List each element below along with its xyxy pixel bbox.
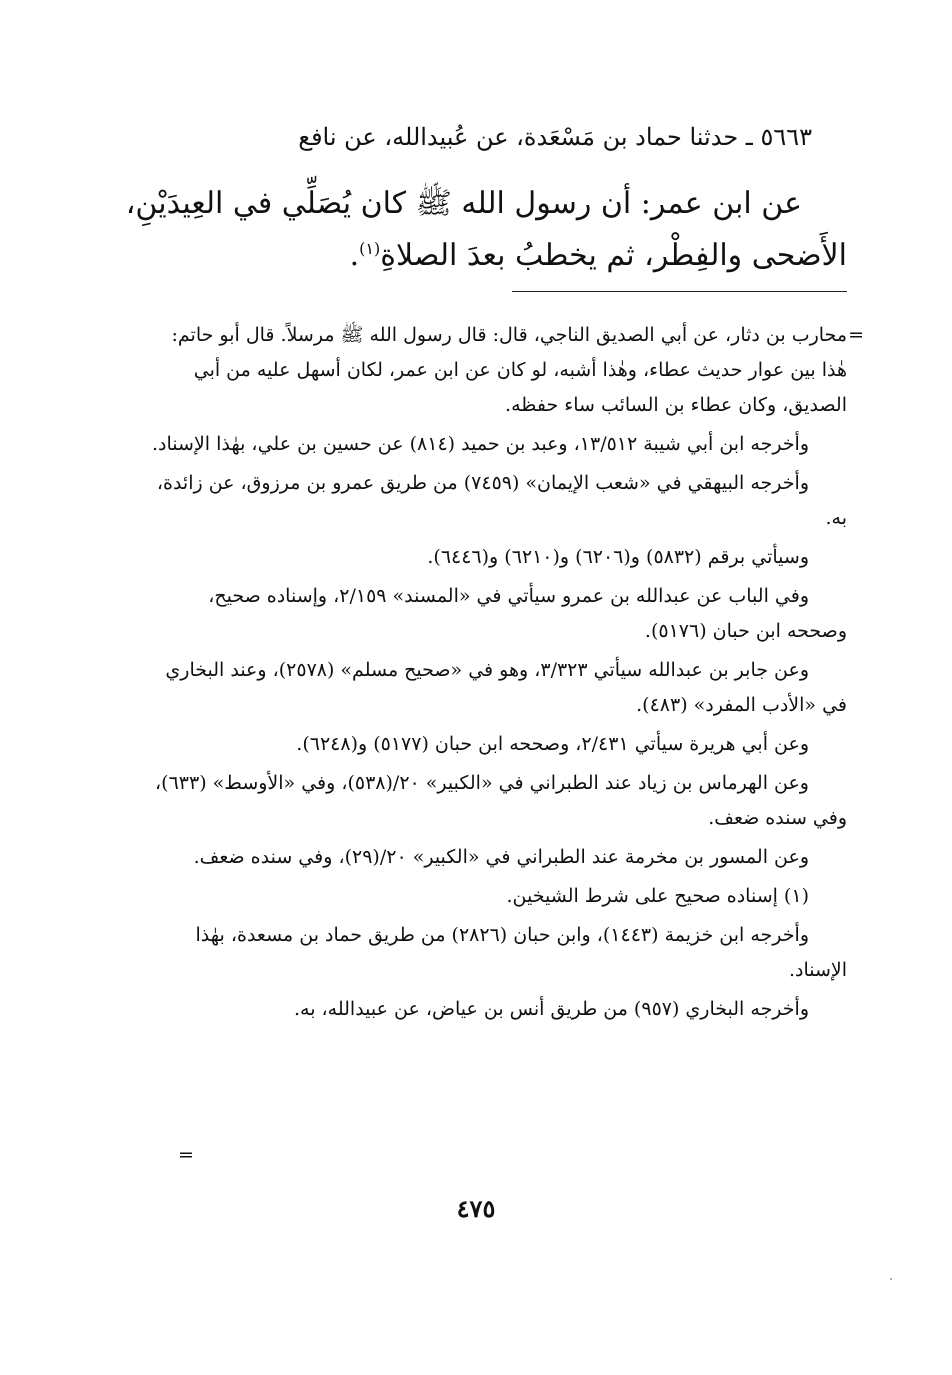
footnote-paragraph: وأخرجه ابن أبي شيبة ١٣/٥١٢، وعبد بن حميد (٨١٤) عن حسين بن علي، بهٰذا الإسناد. — [152, 433, 809, 455]
hadith-matn-line-1: عن ابن عمر: أن رسول الله ﷺ كان يُصَلِّي في العِيدَيْنِ، — [125, 186, 802, 221]
footnote-paragraph: وسيأتي برقم (٥٨٣٢) و(٦٢٠٦) و(٦٢١٠) و(٦٤٤٦). — [427, 546, 809, 568]
footnote-paragraph: وأخرجه البخاري (٩٥٧) من طريق أنس بن عياض، عن عبيدالله، به. — [293, 998, 809, 1020]
footnote-paragraph: محارب بن دثار، عن أبي الصديق الناجي، قال: قال رسول الله ﷺ مرسلاً. قال أبو حاتم: هٰذا بين عوار حديث عطاء، وهٰذا أشبه، لو كان عن ابن عمر، لكان أسهل عليه من أبي الصديق، وكان عطاء بن السائب ساء حفظه. — [171, 324, 847, 416]
hadith-header: ٥٦٦٣ ـ حدثنا حماد بن مَسْعَدة، عن عُبيدالله، عن نافع — [298, 123, 812, 151]
footnote-reference: (١) — [359, 239, 381, 258]
footnote-paragraph: وعن المسور بن مخرمة عند الطبراني في «الكبير» ٢٠/(٢٩)، وفي سنده ضعف. — [193, 846, 809, 868]
hadith-matn-line-2-text: الأَضحى والفِطْر، ثم يخطبُ بعدَ الصلاةِ — [380, 238, 847, 273]
footnote-paragraph: وعن جابر بن عبدالله سيأتي ٣/٣٢٣، وهو في «صحيح مسلم» (٢٥٧٨)، وعند البخاري في «الأدب المفرد» (٤٨٣). — [165, 659, 847, 716]
footnote-paragraph: وأخرجه البيهقي في «شعب الإيمان» (٧٤٥٩) من طريق عمرو بن مرزوق، عن زائدة، به. — [156, 472, 847, 529]
footnotes — [150, 318, 847, 1031]
footnote-paragraph: وفي الباب عن عبدالله بن عمرو سيأتي في «المسند» ٢/١٥٩، وإسناده صحيح، وصححه ابن حبان (٥١٧٦). — [208, 585, 847, 642]
hadith-matn-line-2: الأَضحى والفِطْر، ثم يخطبُ بعدَ الصلاةِ$^{(١)}$. — [349, 238, 847, 273]
continues-to-mark: = — [178, 1144, 194, 1166]
page-number: ٤٧٥ — [456, 1194, 496, 1223]
continued-from-mark: = — [848, 324, 864, 346]
hadith-matn — [105, 178, 847, 282]
footnote-paragraph: وعن أبي هريرة سيأتي ٢/٤٣١، وصححه ابن حبان (٥١٧٧) و(٦٢٤٨). — [296, 733, 809, 755]
footnote-paragraph: (١) إسناده صحيح على شرط الشيخين. — [506, 885, 809, 907]
scan-speck — [890, 1278, 892, 1280]
footnote-paragraph: وعن الهرماس بن زياد عند الطبراني في «الكبير» ٢٠/(٥٣٨)، وفي «الأوسط» (٦٣٣)، وفي سنده ضعف. — [155, 772, 847, 829]
footnote-paragraph: وأخرجه ابن خزيمة (١٤٤٣)، وابن حبان (٢٨٢٦) من طريق حماد بن مسعدة، بهٰذا الإسناد. — [195, 924, 847, 981]
footnote-separator — [512, 291, 847, 292]
